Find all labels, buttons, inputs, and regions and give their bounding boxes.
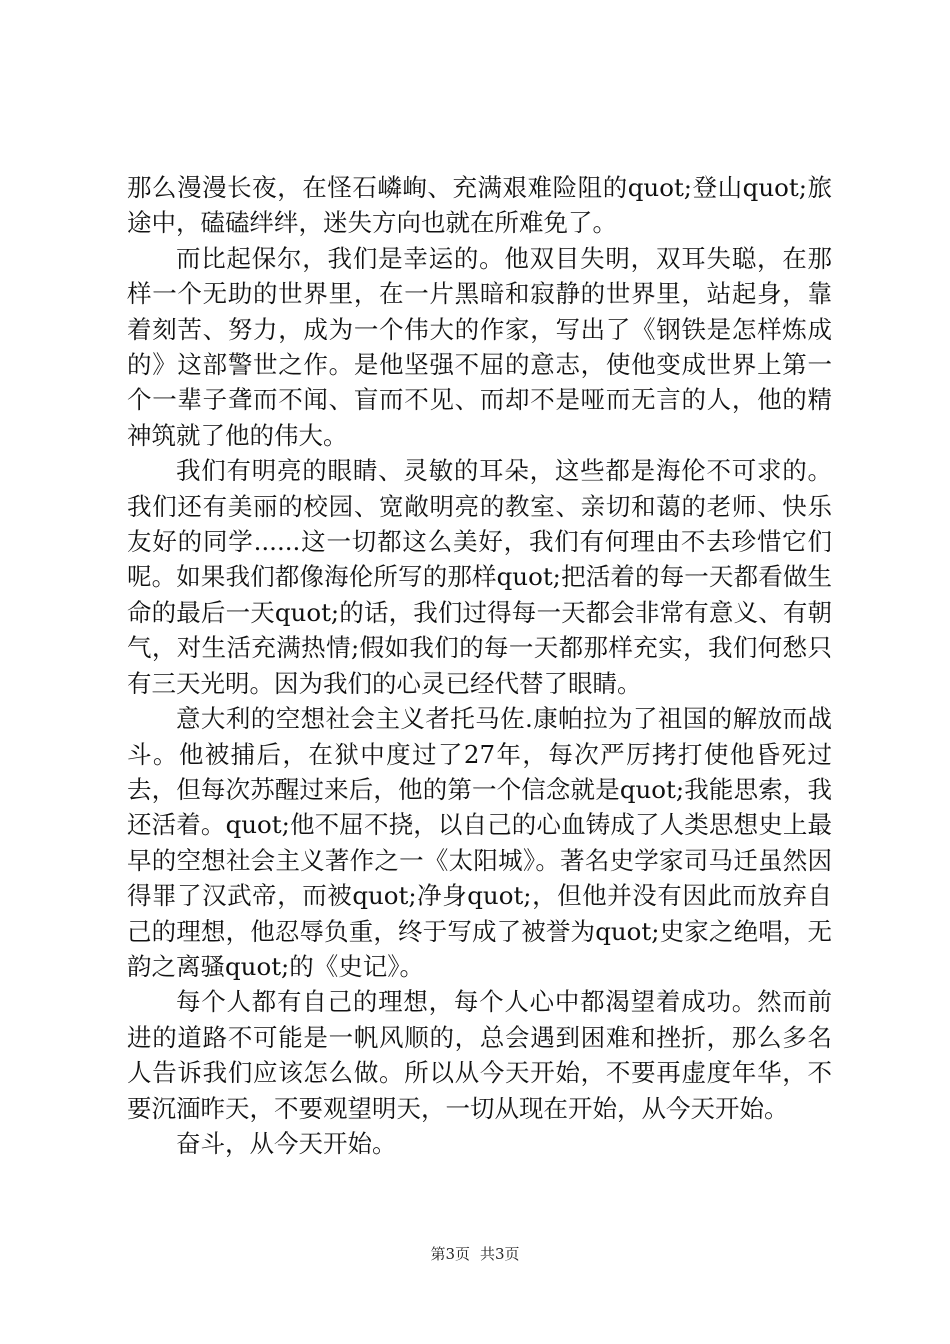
- page-footer: [0, 1244, 950, 1264]
- paragraph-6: 奋斗，从今天开始。: [176, 1128, 397, 1158]
- paragraph-3: 我们有明亮的眼睛、灵敏的耳朵，这些都是海伦不可求的。我们还有美丽的校园、宽敞明亮的教室、亲切和蔼的老师、快乐友好的同学......这一切都这么美好，我们有何理由不去珍惜它们呢。如果我们都像海伦所写的那样quot;把活着的每一天都看做生命的最后一天quot;的话，我们过得每一天都会非常有意义、有朝气，对生活充满热情;假如我们的每一天都那样充实，我们何愁只有三天光明。因为我们的心灵已经代替了眼睛。: [127, 456, 832, 698]
- paragraph-5: 每个人都有自己的理想，每个人心中都渴望着成功。然而前进的道路不可能是一帆风顺的，总会遇到困难和挫折，那么多名人告诉我们应该怎么做。所以从今天开始，不要再虚度年华，不要沉湎昨天，不要观望明天，一切从现在开始，从今天开始。: [127, 987, 832, 1123]
- page-number: 第3页: [430, 1245, 470, 1263]
- page-total: 共3页: [480, 1245, 520, 1263]
- paragraph-4: 意大利的空想社会主义者托马佐.康帕拉为了祖国的解放而战斗。他被捕后，在狱中度过了27年，每次严厉拷打使他昏死过去，但每次苏醒过来后，他的第一个信念就是quot;我能思索，我还活着。quot;他不屈不挠，以自己的心血铸成了人类思想史上最早的空想社会主义著作之一《太阳城》。著名史学家司马迁虽然因得罪了汉武帝，而被quot;净身quot;，但他并没有因此而放弃自己的理想，他忍辱负重，终于写成了被誉为quot;史家之绝唱，无韵之离骚quot;的《史记》。: [127, 704, 832, 981]
- paragraph-1: 那么漫漫长夜，在怪石嶙峋、充满艰难险阻的quot;登山quot;旅途中，磕磕绊绊，迷失方向也就在所难免了。: [127, 173, 832, 238]
- document-body: [127, 170, 832, 1161]
- paragraph-2: 而比起保尔，我们是幸运的。他双目失明，双耳失聪，在那样一个无助的世界里，在一片黑暗和寂静的世界里，站起身，靠着刻苦、努力，成为一个伟大的作家，写出了《钢铁是怎样炼成的》这部警世之作。是他坚强不屈的意志，使他变成世界上第一个一辈子聋而不闻、盲而不见、而却不是哑而无言的人，他的精神筑就了他的伟大。: [127, 243, 832, 450]
